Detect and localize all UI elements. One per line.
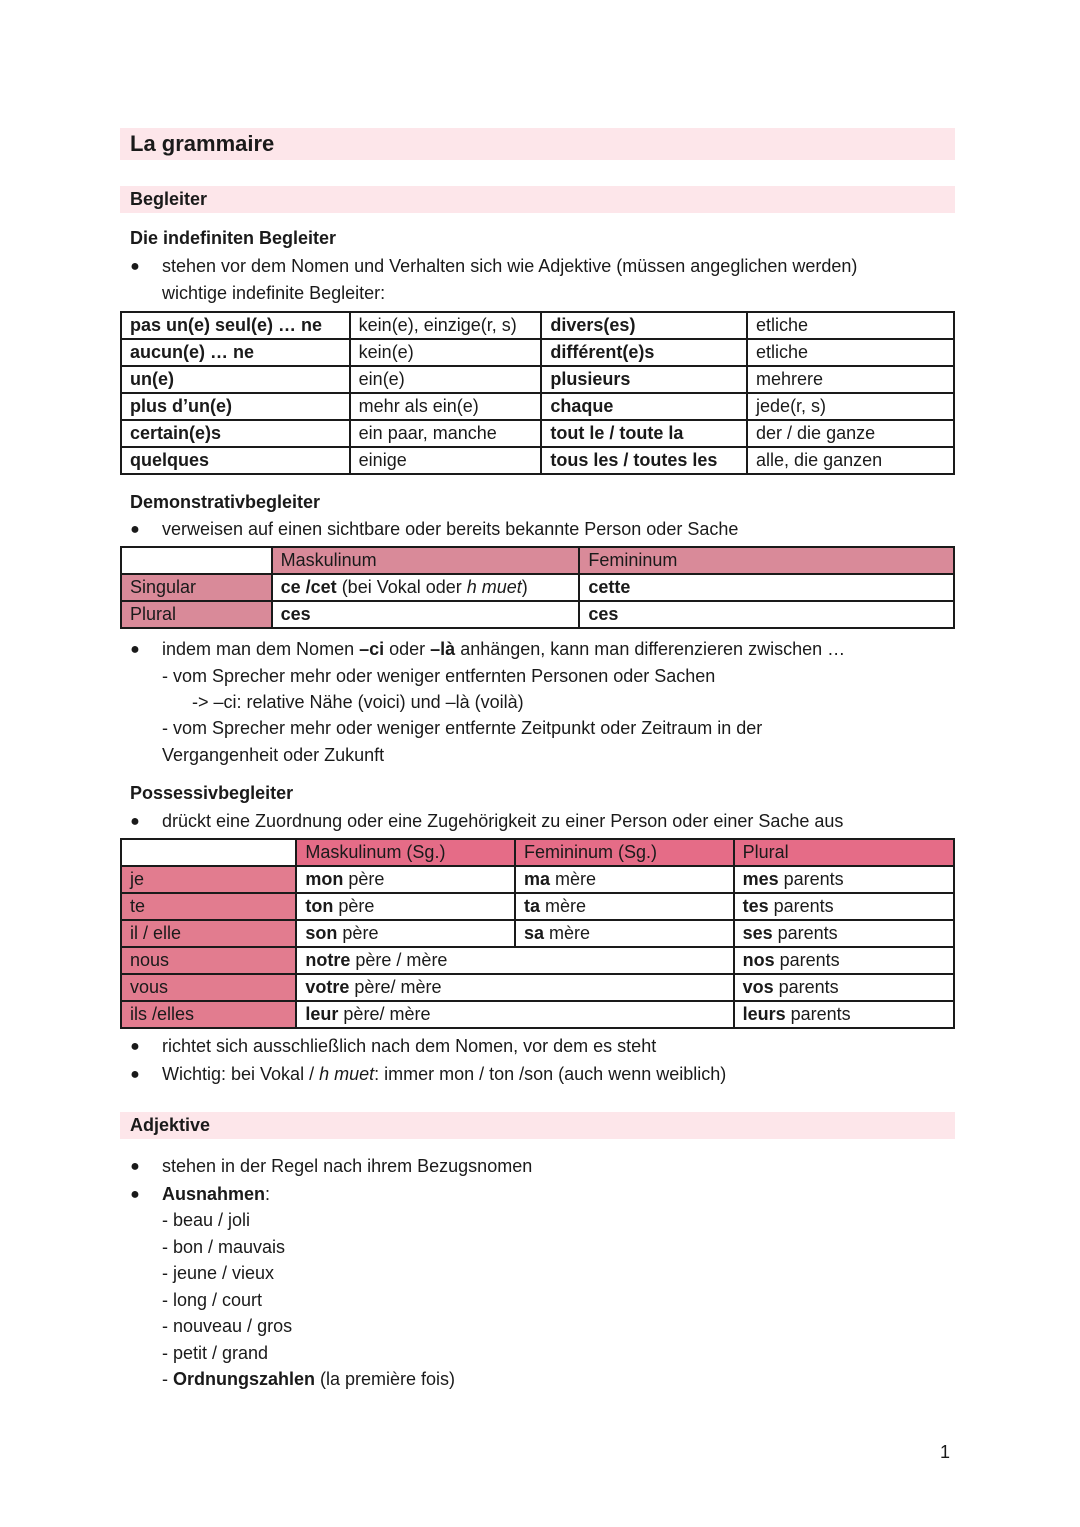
text: indem man dem Nomen: [162, 639, 360, 659]
table-row: [121, 839, 954, 866]
text: parents: [773, 977, 839, 997]
bold-text: Ordnungszahlen: [173, 1369, 316, 1389]
row-label-plural: Plural: [121, 601, 272, 628]
text: -: [162, 1369, 173, 1389]
bold-text: Ausnahmen: [162, 1184, 266, 1204]
row-label-singular: Singular: [121, 574, 272, 601]
bold-text: ton: [305, 896, 334, 916]
bullet-text: [162, 636, 845, 663]
text: (bei Vokal oder: [336, 577, 467, 597]
cell-plural-fem: ces: [579, 601, 954, 628]
row-label-person: vous: [121, 974, 296, 1001]
bold-text: leur: [305, 1004, 339, 1024]
bullet-text: [162, 1061, 726, 1088]
cell-plural: [734, 893, 954, 920]
text: parents: [785, 1004, 851, 1024]
bold-text: ses: [742, 923, 773, 943]
header-femininum: Femininum: [579, 547, 954, 574]
cell-mask-fem: [296, 947, 733, 974]
header-maskulinum-sg: Maskulinum (Sg.): [296, 839, 515, 866]
table-cell-fr2: plusieurs: [541, 366, 747, 393]
header-maskulinum: Maskulinum: [272, 547, 580, 574]
subheading-demo: Demonstrativbegleiter: [130, 492, 321, 512]
adj-item: - jeune / vieux: [162, 1263, 275, 1284]
bold-text: ce /cet: [280, 577, 337, 597]
demo-line-a: - vom Sprecher mehr oder weniger entfernten Personen oder Sachen: [162, 666, 716, 686]
subheading-poss: Possessivbegleiter: [130, 783, 294, 803]
bullet-icon: ●: [130, 258, 140, 275]
header-femininum-sg: Femininum (Sg.): [515, 839, 734, 866]
bold-text: –là: [430, 639, 456, 659]
table-cell-de2: mehrere: [747, 366, 954, 393]
bullet-indef-1-cont: wichtige indefinite Begleiter:: [162, 283, 386, 303]
section-heading-text: Begleiter: [130, 189, 208, 209]
section-heading-begleiter: [120, 186, 955, 213]
table-cell-de1: kein(e): [350, 339, 542, 366]
text: Wichtig: bei Vokal /: [162, 1064, 320, 1084]
poss-table: [120, 838, 955, 1029]
table-cell-empty: [121, 547, 272, 574]
demo-table: [120, 546, 955, 629]
table-cell-fr1: plus d’un(e): [121, 393, 350, 420]
table-row: [121, 366, 954, 393]
bullet-icon: ●: [130, 1158, 140, 1175]
italic-text: h muet: [466, 577, 522, 597]
cell-plural: [734, 947, 954, 974]
page-title: [120, 128, 955, 160]
bold-text: sa: [524, 923, 545, 943]
bullet-icon: ●: [130, 1038, 140, 1055]
table-row: [121, 547, 954, 574]
cell-plural: [734, 866, 954, 893]
text: anhängen, kann man differenzieren zwischen …: [455, 639, 846, 659]
table-row: [121, 601, 954, 628]
text: ): [521, 577, 528, 597]
bold-text: leurs: [742, 1004, 786, 1024]
row-label-person: nous: [121, 947, 296, 974]
cell-mask: [296, 866, 515, 893]
indef-table: [120, 311, 955, 475]
demo-line-c: - vom Sprecher mehr oder weniger entfernte Zeitpunkt oder Zeitraum in der: [162, 718, 763, 738]
text: parents: [778, 869, 844, 889]
table-cell-de2: etliche: [747, 339, 954, 366]
bullet-text: drückt eine Zuordnung oder eine Zugehörigkeit zu einer Person oder einer Sache aus: [162, 811, 844, 831]
bullet-text: richtet sich ausschließlich nach dem Nomen, vor dem es steht: [162, 1036, 657, 1056]
header-plural: Plural: [734, 839, 954, 866]
bullet-icon: ●: [130, 813, 140, 830]
bold-text: tes: [742, 896, 769, 916]
bullet-text: verweisen auf einen sichtbare oder bereits bekannte Person oder Sache: [162, 519, 739, 539]
cell-plural-mask: ces: [272, 601, 580, 628]
text: parents: [774, 950, 840, 970]
section-heading-adjektive: [120, 1112, 955, 1139]
bold-text: mon: [305, 869, 344, 889]
bold-text: ta: [524, 896, 541, 916]
cell-plural: [734, 1001, 954, 1028]
table-cell-de2: etliche: [747, 312, 954, 339]
row-label-person: je: [121, 866, 296, 893]
table-cell-fr1: certain(e)s: [121, 420, 350, 447]
text: mère: [540, 896, 587, 916]
table-cell-de2: der / die ganze: [747, 420, 954, 447]
subheading-indef: Die indefiniten Begleiter: [130, 228, 337, 248]
table-row: [121, 947, 954, 974]
table-cell-de1: kein(e), einzige(r, s): [350, 312, 542, 339]
page-title-text: La grammaire: [130, 131, 275, 156]
cell-mask: [296, 920, 515, 947]
cell-plural: [734, 920, 954, 947]
adj-item: - beau / joli: [162, 1210, 251, 1230]
adj-item: - nouveau / gros: [162, 1316, 293, 1337]
table-row: [121, 574, 954, 601]
text: : immer mon / ton /son (auch wenn weiblich): [374, 1064, 727, 1084]
table-cell-fr2: chaque: [541, 393, 747, 420]
text: oder: [384, 639, 431, 659]
bold-text: notre: [305, 950, 351, 970]
bullet-text: [162, 1181, 270, 1208]
table-cell-de2: jede(r, s): [747, 393, 954, 420]
bullet-icon: ●: [130, 1066, 140, 1083]
bold-text: nos: [742, 950, 775, 970]
demo-line-d: Vergangenheit oder Zukunft: [162, 745, 385, 765]
bullet-icon: ●: [130, 521, 140, 538]
cell-mask: [296, 893, 515, 920]
table-cell-fr1: un(e): [121, 366, 350, 393]
text: père/ mère: [349, 977, 442, 997]
adj-item: - long / court: [162, 1289, 263, 1310]
table-cell-fr2: tout le / toute la: [541, 420, 747, 447]
text: père/ mère: [338, 1004, 431, 1024]
cell-fem: [515, 893, 734, 920]
cell-plural: [734, 974, 954, 1001]
row-label-person: ils /elles: [121, 1001, 296, 1028]
table-row: [121, 420, 954, 447]
table-row: [121, 866, 954, 893]
cell-mask-fem: [296, 1001, 733, 1028]
table-cell-fr2: tous les / toutes les: [541, 447, 747, 474]
text: parents: [772, 923, 838, 943]
bullet-text: stehen in der Regel nach ihrem Bezugsnomen: [162, 1156, 533, 1176]
table-row: [121, 1001, 954, 1028]
table-row: [121, 339, 954, 366]
bullet-text: stehen vor dem Nomen und Verhalten sich wie Adjektive (müssen angeglichen werden): [162, 256, 858, 276]
text: mère: [544, 923, 591, 943]
text: père / mère: [350, 950, 448, 970]
bold-text: son: [305, 923, 338, 943]
text: parents: [768, 896, 834, 916]
table-row: [121, 312, 954, 339]
row-label-person: il / elle: [121, 920, 296, 947]
bold-text: mes: [742, 869, 779, 889]
table-cell-fr1: pas un(e) seul(e) … ne: [121, 312, 350, 339]
cell-fem: [515, 920, 734, 947]
bold-text: votre: [305, 977, 350, 997]
bold-text: ma: [524, 869, 551, 889]
adj-item: - petit / grand: [162, 1343, 269, 1363]
page-number: 1: [940, 1442, 951, 1462]
bold-text: vos: [742, 977, 774, 997]
table-cell-fr2: divers(es): [541, 312, 747, 339]
text: :: [265, 1184, 271, 1204]
bullet-icon: ●: [130, 1186, 140, 1203]
cell-singular-mask: [272, 574, 580, 601]
italic-text: h muet: [319, 1064, 375, 1084]
table-cell-de1: einige: [350, 447, 542, 474]
text: (la première fois): [315, 1369, 456, 1389]
table-row: [121, 920, 954, 947]
table-cell-de2: alle, die ganzen: [747, 447, 954, 474]
table-cell-fr1: quelques: [121, 447, 350, 474]
table-row: [121, 447, 954, 474]
table-cell-fr1: aucun(e) … ne: [121, 339, 350, 366]
adj-item: - bon / mauvais: [162, 1236, 286, 1257]
section-heading-text: Adjektive: [130, 1115, 211, 1135]
bold-text: –ci: [359, 639, 385, 659]
adj-item-last: [162, 1366, 455, 1393]
table-cell-de1: mehr als ein(e): [350, 393, 542, 420]
cell-mask-fem: [296, 974, 733, 1001]
table-row: [121, 974, 954, 1001]
row-label-person: te: [121, 893, 296, 920]
text: mère: [550, 869, 597, 889]
table-cell-empty: [121, 839, 296, 866]
table-cell-fr2: différent(e)s: [541, 339, 747, 366]
table-row: [121, 893, 954, 920]
bullet-icon: ●: [130, 641, 140, 658]
text: père: [333, 896, 375, 916]
cell-singular-fem: cette: [579, 574, 954, 601]
table-cell-de1: ein(e): [350, 366, 542, 393]
text: père: [343, 869, 385, 889]
table-row: [121, 393, 954, 420]
text: père: [337, 923, 379, 943]
demo-line-b: -> –ci: relative Nähe (voici) und –là (voilà): [192, 692, 524, 712]
table-cell-de1: ein paar, manche: [350, 420, 542, 447]
cell-fem: [515, 866, 734, 893]
